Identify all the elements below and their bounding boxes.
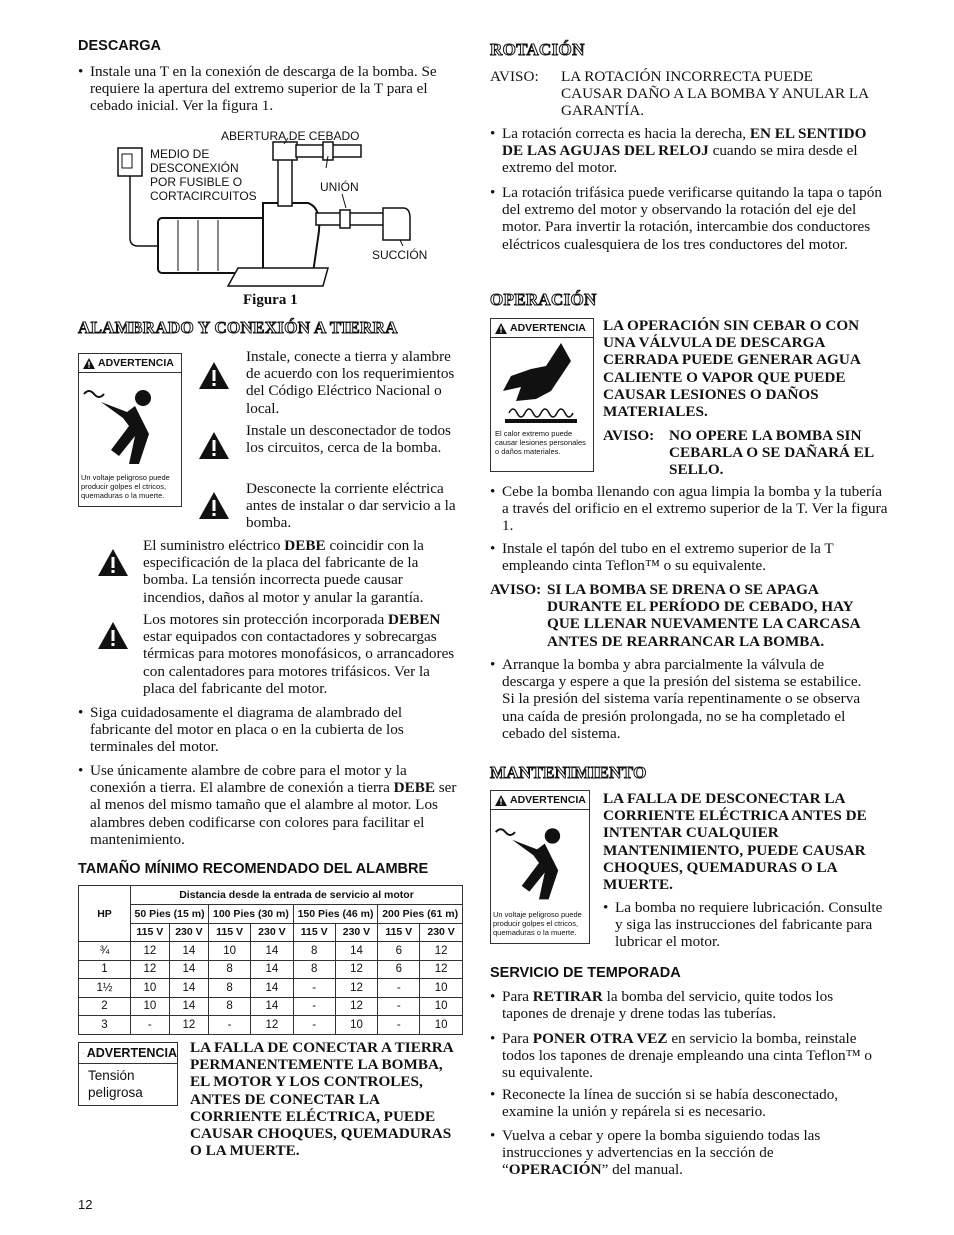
serv-b1-c: la bomba del servicio, quite todos los tapones de drenaje y drene todas las tuberías.: [502, 988, 834, 1023]
mantenimiento-warning-header: [491, 791, 589, 810]
voltage-col-header: 115 V: [378, 923, 420, 942]
distance-col-header: 50 Pies (15 m): [131, 905, 209, 924]
distance-row: [79, 905, 463, 924]
serv-b2-a: Para: [502, 1030, 533, 1047]
wire-gauge-cell: 14: [251, 942, 294, 961]
mantenimiento-warning-body: LA FALLA DE DESCONECTAR LA CORRIENTE ELÉCTRICA ANTES DE INTENTAR CUALQUIER MANTENIMIENTO, PUEDE CAUSAR CHOQUES, QUEMADURAS O LA MUERTE.: [603, 790, 867, 894]
distance-col-header: 150 Pies (46 m): [293, 905, 378, 924]
mantenimiento-warning-card: [490, 790, 590, 944]
mantenimiento-bullet-1: [603, 899, 883, 951]
wire-table-body: [79, 942, 463, 1035]
wire-gauge-cell: -: [209, 1016, 251, 1035]
alambrado-bullet-1: [78, 704, 465, 756]
wire-gauge-cell: 12: [251, 1016, 294, 1035]
wire-gauge-cell: 14: [251, 960, 294, 979]
operacion-warning-caption: El calor extremo puede causar lesiones personales o daños materiales.: [495, 429, 586, 456]
wire-gauge-cell: 14: [169, 960, 208, 979]
rot-b1-b: EN EL SENTIDO DE LAS AGUJAS DEL RELOJ: [502, 125, 867, 160]
wire-size-table: [78, 885, 463, 1035]
table-row: [79, 1016, 463, 1035]
rot-b1-c: cuando se mira desde el extremo del motor.: [502, 142, 858, 177]
voltage-col-header: 230 V: [335, 923, 378, 942]
op-b1-text: Cebe la bomba llenando con agua limpia la bomba y la tubería a través del orificio en el extremo superior de la T. Ver la figura 1.: [502, 483, 888, 535]
serv-b2-c: en servicio la bomba, reinstale todos los tapones de drenaje empleando una cinta Teflon™ o su equivalente.: [502, 1030, 872, 1082]
wire-gauge-cell: 12: [335, 979, 378, 998]
wire-gauge-cell: 14: [169, 997, 208, 1016]
operacion-aviso2-text: SI LA BOMBA SE DRENA O SE APAGA DURANTE EL PERÍODO DE CEBADO, HAY QUE LLENAR NUEVAMENTE LA CARCASA ANTES DE REARRANCAR LA BOMBA.: [547, 581, 860, 650]
operacion-warning-label: ADVERTENCIA: [510, 322, 586, 334]
wire-gauge-cell: 10: [209, 942, 251, 961]
wire-gauge-cell: 10: [335, 1016, 378, 1035]
servicio-heading: SERVICIO DE TEMPORADA: [490, 965, 681, 981]
operacion-aviso-text: NO OPERE LA BOMBA SIN CEBARLA O SE DAÑARÁ EL SELLO.: [669, 427, 874, 479]
voltage-col-header: 115 V: [209, 923, 251, 942]
wire-gauge-cell: 12: [131, 960, 170, 979]
alambrado-item-5: [143, 611, 463, 697]
wire-gauge-cell: 12: [169, 1016, 208, 1035]
wire-gauge-cell: -: [293, 997, 335, 1016]
rot-b2-text: La rotación trifásica puede verificarse quitando la tapa o tapón del extremo del motor y observando la rotación del eje del motor. Para invertir la rotación, intercambie dos conductores eléctricos cualesquiera de los tres conductores del motor.: [502, 184, 882, 253]
operacion-warning-body: LA OPERACIÓN SIN CEBAR O CON UNA VÁLVULA DE DESCARGA CERRADA PUEDE GENERAR AGUA CALIENTE O VAPOR QUE PUEDE CAUSAR LESIONES O DAÑOS MATERIALES.: [603, 317, 860, 421]
rotacion-bullet-1: [490, 125, 880, 177]
alambrado-warning-card: [78, 353, 182, 507]
voltage-col-header: 230 V: [169, 923, 208, 942]
page-number: 12: [78, 1197, 93, 1212]
alambrado-item-2: Instale un desconectador de todos los circuitos, cerca de la bomba.: [246, 422, 451, 457]
descarga-heading: DESCARGA: [78, 38, 161, 54]
table-row: [79, 979, 463, 998]
label-union: UNIÓN: [320, 180, 359, 194]
alambrado-item-3: Desconecte la corriente eléctrica antes de instalar o dar servicio a la bomba.: [246, 480, 456, 532]
servicio-bullet-2: [490, 1030, 882, 1082]
tension-warning-label: ADVERTENCIA: [86, 1046, 177, 1060]
operacion-warning-card: [490, 318, 594, 472]
rot-b1-a: La rotación correcta es hacia la derecha,: [502, 125, 750, 142]
distance-col-header: 200 Pies (61 m): [378, 905, 463, 924]
wire-gauge-cell: 14: [251, 997, 294, 1016]
wire-gauge-cell: 10: [420, 997, 463, 1016]
warning-triangle-icon: [199, 492, 229, 519]
electric-shock-icon: [79, 374, 179, 470]
alambrado-item-4: [143, 537, 463, 606]
mantenimiento-warning-label: ADVERTENCIA: [510, 794, 586, 806]
wire-gauge-cell: 12: [131, 942, 170, 961]
wire-gauge-cell: 8: [209, 960, 251, 979]
wire-gauge-cell: 6: [378, 942, 420, 961]
alambrado-warning-header: [79, 354, 181, 373]
tension-warning-text: Tensión peligrosa: [88, 1068, 143, 1100]
warning-triangle-icon: [98, 549, 128, 576]
wire-gauge-cell: -: [293, 979, 335, 998]
rotacion-aviso-text: LA ROTACIÓN INCORRECTA PUEDE CAUSAR DAÑO A LA BOMBA Y ANULAR LA GARANTÍA.: [561, 68, 869, 120]
alambrado-bullet-1-text: Siga cuidadosamente el diagrama de alambrado del fabricante del motor en placa o en la cubierta de los terminales del motor.: [90, 704, 404, 756]
wire-gauge-cell: 12: [335, 997, 378, 1016]
mant-b1-text: La bomba no requiere lubricación. Consulte y siga las instrucciones del fabricante para lubricar el motor.: [615, 899, 883, 951]
wire-gauge-cell: 6: [378, 960, 420, 979]
hp-cell: 3: [79, 1016, 131, 1035]
operacion-heading: OPERACIÓN: [490, 290, 597, 309]
operacion-aviso-label: AVISO:: [603, 427, 655, 444]
serv-b4-c: ” del manual.: [601, 1161, 683, 1179]
wire-gauge-cell: 14: [251, 979, 294, 998]
warning-triangle-icon: [98, 622, 128, 649]
wire-gauge-cell: -: [131, 1016, 170, 1035]
item4-c: coincidir con la especificación de la placa del fabricante de la bomba. La tensión incorrecta puede causar incendios, daños al motor y anular la garantía.: [143, 537, 424, 606]
operacion-bullet-1: [490, 483, 892, 535]
wire-gauge-cell: 10: [131, 979, 170, 998]
operacion-aviso-2: [490, 581, 880, 650]
wire-gauge-cell: 14: [169, 979, 208, 998]
label-succion: SUCCIÓN: [372, 248, 428, 262]
wire-gauge-cell: 12: [420, 942, 463, 961]
label-abertura: ABERTURA DE CEBADO: [221, 129, 360, 143]
tamano-heading: TAMAÑO MÍNIMO RECOMENDADO DEL ALAMBRE: [78, 861, 429, 877]
alambrado-item-1: Instale, conecte a tierra y alambre de acuerdo con los requerimientos del Código Eléctrico Nacional o local.: [246, 348, 455, 417]
voltage-col-header: 230 V: [420, 923, 463, 942]
descarga-bullet: [78, 63, 470, 115]
hp-header: HP: [79, 886, 131, 942]
tension-warning-card: [78, 1042, 178, 1106]
voltage-col-header: 115 V: [131, 923, 170, 942]
wire-gauge-cell: 10: [420, 979, 463, 998]
serv-b4-b: OPERACIÓN: [508, 1161, 602, 1179]
figure-caption: Figura 1: [243, 292, 298, 308]
rotacion-bullet-2: [490, 184, 887, 253]
hp-cell: 2: [79, 997, 131, 1016]
serv-b2-b: PONER OTRA VEZ: [532, 1030, 668, 1047]
hp-cell: 1½: [79, 979, 131, 998]
wire-gauge-cell: 8: [293, 942, 335, 961]
warning-triangle-icon: [495, 795, 507, 806]
voltage-col-header: 230 V: [251, 923, 294, 942]
label-medio: MEDIO DE DESCONEXIÓN POR FUSIBLE O CORTACIRCUITOS: [150, 147, 257, 203]
hp-cell: 1: [79, 960, 131, 979]
tension-warning-header: [79, 1043, 177, 1064]
electric-shock-icon: [491, 811, 587, 907]
tension-warning-body: LA FALLA DE CONECTAR A TIERRA PERMANENTEMENTE LA BOMBA, EL MOTOR Y LOS CONTROLES, ANTES DE CONECTAR LA CORRIENTE ELÉCTRICA, PUEDE CAUSAR CHOQUES, QUEMADURAS O LA MUERTE.: [190, 1039, 453, 1160]
wire-gauge-cell: 10: [131, 997, 170, 1016]
wire-gauge-cell: 8: [209, 979, 251, 998]
item4-a: El suministro eléctrico: [143, 537, 285, 554]
warning-triangle-icon: [495, 323, 507, 334]
serv-b3-text: Reconecte la línea de succión si se había desconectado, examine la unión y repárela si es necesario.: [502, 1086, 839, 1121]
wire-gauge-cell: 10: [420, 1016, 463, 1035]
op-b3-text: Arranque la bomba y abra parcialmente la válvula de descarga y espere a que la presión del sistema se estabilice. Si la presión del sistema varía repentinamente o se observa una caída de presión prolongada, no se ha completado el cebado del sistema.: [502, 656, 862, 742]
operacion-bullet-2: [490, 540, 887, 574]
wire-gauge-cell: 14: [335, 942, 378, 961]
distance-header: Distancia desde la entrada de servicio al motor: [131, 886, 463, 905]
table-row: [79, 942, 463, 961]
servicio-bullet-1: [490, 988, 882, 1022]
table-row: [79, 960, 463, 979]
figure-1: [78, 128, 464, 318]
item4-b: DEBE: [284, 537, 326, 554]
operacion-warning-header: [491, 319, 593, 338]
servicio-bullet-3: [490, 1086, 882, 1120]
warning-triangle-icon: [83, 358, 95, 369]
mantenimiento-heading: MANTENIMIENTO: [490, 763, 647, 782]
item5-c: estar equipados con contactadores y sobrecargas térmicas para motores monofásicos, o arrancadores con calentadores para motores trifásicos. Ver la placa del fabricante del motor.: [143, 628, 455, 697]
wire-gauge-cell: 8: [209, 997, 251, 1016]
wire-gauge-cell: 14: [169, 942, 208, 961]
bullet2-a: Use únicamente alambre de cobre para el motor y la conexión a tierra. El alambre de conexión a tierra: [90, 762, 407, 797]
op-b2-text: Instale el tapón del tubo en el extremo superior de la T empleando cinta Teflon™ o su equivalente.: [502, 540, 834, 575]
voltage-col-header: 115 V: [293, 923, 335, 942]
alambrado-heading: ALAMBRADO Y CONEXIÓN A TIERRA: [78, 318, 398, 337]
operacion-bullet-3: [490, 656, 877, 742]
alambrado-warning-label: ADVERTENCIA: [98, 357, 174, 369]
wire-gauge-cell: -: [378, 979, 420, 998]
rotacion-heading: ROTACIÓN: [490, 40, 585, 59]
mantenimiento-warning-caption: Un voltaje peligroso puede producir golpes el ctricos, quemaduras o la muerte.: [493, 910, 582, 937]
item5-a: Los motores sin protección incorporada: [143, 611, 389, 628]
serv-b1-b: RETIRAR: [532, 988, 603, 1005]
voltage-row: [79, 923, 463, 942]
servicio-bullet-4: [490, 1127, 882, 1179]
table-row: [79, 997, 463, 1016]
pump-diagram-icon: [78, 128, 464, 293]
wire-gauge-cell: -: [293, 1016, 335, 1035]
operacion-aviso: [603, 427, 880, 479]
wire-gauge-cell: -: [378, 997, 420, 1016]
warning-triangle-icon: [199, 432, 229, 459]
wire-gauge-cell: 12: [420, 960, 463, 979]
serv-b1-a: Para: [502, 988, 533, 1005]
serv-b4-a: Vuelva a cebar y opere la bomba siguiendo todas las instrucciones y advertencias en la sección de “: [502, 1127, 821, 1179]
item5-b: DEBEN: [388, 611, 441, 628]
alambrado-bullet-2: [78, 762, 465, 848]
descarga-bullet-text: Instale una T en la conexión de descarga de la bomba. Se requiere la apertura del extremo superior de la T para el cebado inicial. Ver la figura 1.: [90, 63, 437, 115]
distance-col-header: 100 Pies (30 m): [209, 905, 294, 924]
rotacion-aviso-label: AVISO:: [490, 68, 539, 85]
hp-cell: ¾: [79, 942, 131, 961]
warning-triangle-icon: [83, 1047, 84, 1059]
alambrado-warning-caption: Un voltaje peligroso puede producir golpes el ctricos, quemaduras o la muerte.: [81, 473, 170, 500]
wire-gauge-cell: 8: [293, 960, 335, 979]
wire-gauge-cell: 12: [335, 960, 378, 979]
wire-gauge-cell: -: [378, 1016, 420, 1035]
warning-triangle-icon: [199, 362, 229, 389]
rotacion-aviso: [490, 68, 880, 120]
operacion-aviso2-label: AVISO:: [490, 581, 542, 598]
hot-surface-hand-icon: [491, 341, 591, 429]
bullet2-c: ser al menos del mismo tamaño que el alambre al motor. Los alambres deben codificarse con colores para facilitar el mantenimiento.: [90, 779, 457, 848]
bullet2-b: DEBE: [393, 779, 435, 797]
